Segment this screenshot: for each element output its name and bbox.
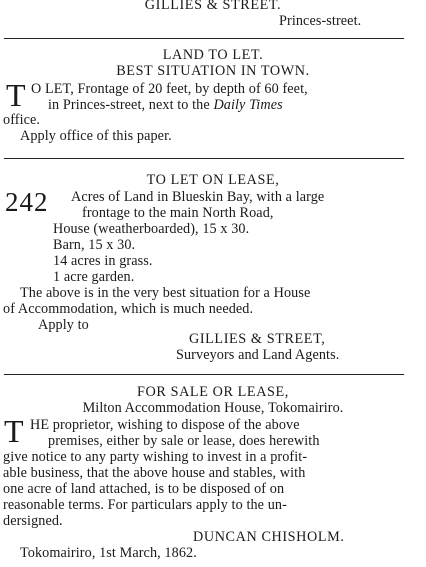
ad2-line3: House (weatherboarded), 15 x 30. bbox=[53, 221, 250, 237]
ad1-line1: O LET, Frontage of 20 feet, by depth of 60 feet, bbox=[31, 81, 308, 97]
separator-rule bbox=[4, 374, 404, 375]
ad2-line2: frontage to the main North Road, bbox=[82, 205, 274, 221]
ad3-dropcap: T bbox=[4, 413, 24, 449]
ad3-dateline: Tokomairiro, 1st March, 1862. bbox=[20, 545, 197, 561]
ad3-heading: FOR SALE OR LEASE, bbox=[137, 384, 289, 400]
ad3-line4: able business, that the above house and stables, with bbox=[3, 465, 306, 481]
ad2-line5: 14 acres in grass. bbox=[53, 253, 153, 269]
ad2-acreage-number: 242 bbox=[5, 187, 49, 217]
ad2-apply-to: Apply to bbox=[38, 317, 89, 333]
ad3-line1: HE proprietor, wishing to dispose of the above bbox=[30, 417, 300, 433]
ad2-line7: The above is in the very best situation for a House bbox=[20, 285, 311, 301]
ad3-line3: give notice to any party wishing to invest in a profit- bbox=[3, 449, 308, 465]
ad3-signature: DUNCAN CHISHOLM. bbox=[193, 529, 345, 545]
ad1-line3: office. bbox=[3, 112, 41, 128]
ad2-line1: Acres of Land in Blueskin Bay, with a large bbox=[71, 189, 325, 205]
ad2-heading: TO LET ON LEASE, bbox=[146, 172, 280, 188]
ad1-line4: Apply office of this paper. bbox=[20, 128, 172, 144]
ad3-line5: one acre of land attached, is to be disposed of on bbox=[3, 481, 285, 497]
ad1-subheading: BEST SITUATION IN TOWN. bbox=[116, 63, 310, 79]
ad2-firm-description: Surveyors and Land Agents. bbox=[176, 347, 340, 363]
ad2-line4: Barn, 15 x 30. bbox=[53, 237, 136, 253]
separator-rule bbox=[4, 158, 404, 159]
top-firm-name: GILLIES & STREET. bbox=[144, 0, 282, 13]
ad1-dropcap: T bbox=[6, 77, 26, 113]
ad2-firm-name: GILLIES & STREET, bbox=[189, 331, 326, 347]
ad3-line6: reasonable terms. For particulars apply to the un- bbox=[3, 497, 287, 513]
ad3-subheading: Milton Accommodation House, Tokomairiro. bbox=[82, 400, 344, 416]
ad3-line7: dersigned. bbox=[3, 513, 63, 529]
ad2-line8: of Accommodation, which is much needed. bbox=[3, 301, 254, 317]
ad3-line2: premises, either by sale or lease, does herewith bbox=[48, 433, 320, 449]
top-address: Princes-street. bbox=[279, 13, 362, 29]
ad2-line6: 1 acre garden. bbox=[53, 269, 135, 285]
ad1-heading: LAND TO LET. bbox=[162, 47, 264, 63]
separator-rule bbox=[4, 38, 404, 39]
ad1-line2: in Princes-street, next to the Daily Times bbox=[48, 97, 283, 113]
